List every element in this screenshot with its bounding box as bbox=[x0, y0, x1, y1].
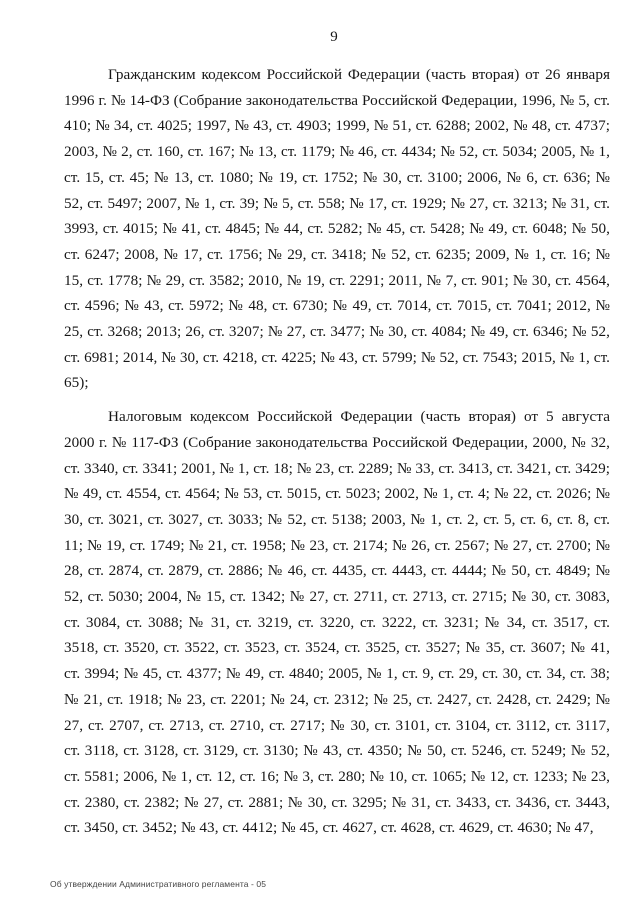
page-footer: Об утверждении Административного регламента - 05 bbox=[50, 879, 267, 889]
paragraph-tax-code: Налоговым кодексом Российской Федерации (часть вторая) от 5 августа 2000 г. № 117-ФЗ (Собрание законодательства Российской Федерации, 2000, № 32, ст. 3340, ст. 3341; 2001, № 1, ст. 18; № 23, ст. 2289; № 33, ст. 3413, ст. 3421, ст. 3429; № 49, ст. 4554, ст. 4564; № 53, ст. 5015, ст. 5023; 2002, № 1, ст. 4; № 22, ст. 2026; № 30, ст. 3021, ст. 3027, ст. 3033; № 52, ст. 5138; 2003, № 1, ст. 2, ст. 5, ст. 6, ст. 8, ст. 11; № 19, ст. 1749; № 21, ст. 1958; № 23, ст. 2174; № 26, ст. 2567; № 27, ст. 2700; № 28, ст. 2874, ст. 2879, ст. 2886; № 46, ст. 4435, ст. 4443, ст. 4444; № 50, ст. 4849; № 52, ст. 5030; 2004, № 15, ст. 1342; № 27, ст. 2711, ст. 2713, ст. 2715; № 30, ст. 3083, ст. 3084, ст. 3088; № 31, ст. 3219, ст. 3220, ст. 3222, ст. 3231; № 34, ст. 3517, ст. 3518, ст. 3520, ст. 3522, ст. 3523, ст. 3524, ст. 3525, ст. 3527; № 35, ст. 3607; № 41, ст. 3994; № 45, ст. 4377; № 49, ст. 4840; 2005, № 1, ст. 9, ст. 29, ст. 30, ст. 34, ст. 38; № 21, ст. 1918; № 23, ст. 2201; № 24, ст. 2312; № 25, ст. 2427, ст. 2428, ст. 2429; № 27, ст. 2707, ст. 2713, ст. 2710, ст. 2717; № 30, ст. 3101, ст. 3104, ст. 3112, ст. 3117, ст. 3118, ст. 3128, ст. 3129, ст. 3130; № 43, ст. 4350; № 50, ст. 5246, ст. 5249; № 52, ст. 5581; 2006, № 1, ст. 12, ст. 16; № 3, ст. 280; № 10, ст. 1065; № 12, ст. 1233; № 23, ст. 2380, ст. 2382; № 27, ст. 2881; № 30, ст. 3295; № 31, ст. 3433, ст. 3436, ст. 3443, ст. 3450, ст. 3452; № 43, ст. 4412; № 45, ст. 4627, ст. 4628, ст. 4629, ст. 4630; № 47, bbox=[64, 408, 610, 837]
paragraph-civil-code: Гражданским кодексом Российской Федерации (часть вторая) от 26 января 1996 г. № 14-ФЗ (Собрание законодательства Российской Федерации, 1996, № 5, ст. 410; № 34, ст. 4025; 1997, № 43, ст. 4903; 1999, № 51, ст. 6288; 2002, № 48, ст. 4737; 2003, № 2, ст. 160, ст. 167; № 13, ст. 1179; № 46, ст. 4434; № 52, ст. 5034; 2005, № 1, ст. 15, ст. 45; № 13, ст. 1080; № 19, ст. 1752; № 30, ст. 3100; 2006, № 6, ст. 636; № 52, ст. 5497; 2007, № 1, ст. 39; № 5, ст. 558; № 17, ст. 1929; № 27, ст. 3213; № 31, ст. 3993, ст. 4015; № 41, ст. 4845; № 44, ст. 5282; № 45, ст. 5428; № 49, ст. 6048; № 50, ст. 6247; 2008, № 17, ст. 1756; № 29, ст. 3418; № 52, ст. 6235; 2009, № 1, ст. 16; № 15, ст. 1778; № 29, ст. 3582; 2010, № 19, ст. 2291; 2011, № 7, ст. 901; № 30, ст. 4564, ст. 4596; № 43, ст. 5972; № 48, ст. 6730; № 49, ст. 7014, ст. 7015, ст. 7041; 2012, № 25, ст. 3268; 2013; 26, ст. 3207; № 27, ст. 3477; № 30, ст. 4084; № 49, ст. 6346; № 52, ст. 6981; 2014, № 30, ст. 4218, ст. 4225; № 43, ст. 5799; № 52, ст. 7543; 2015, № 1, ст. 65); bbox=[64, 66, 610, 392]
document-body bbox=[64, 62, 610, 841]
page-number: 9 bbox=[330, 29, 338, 45]
